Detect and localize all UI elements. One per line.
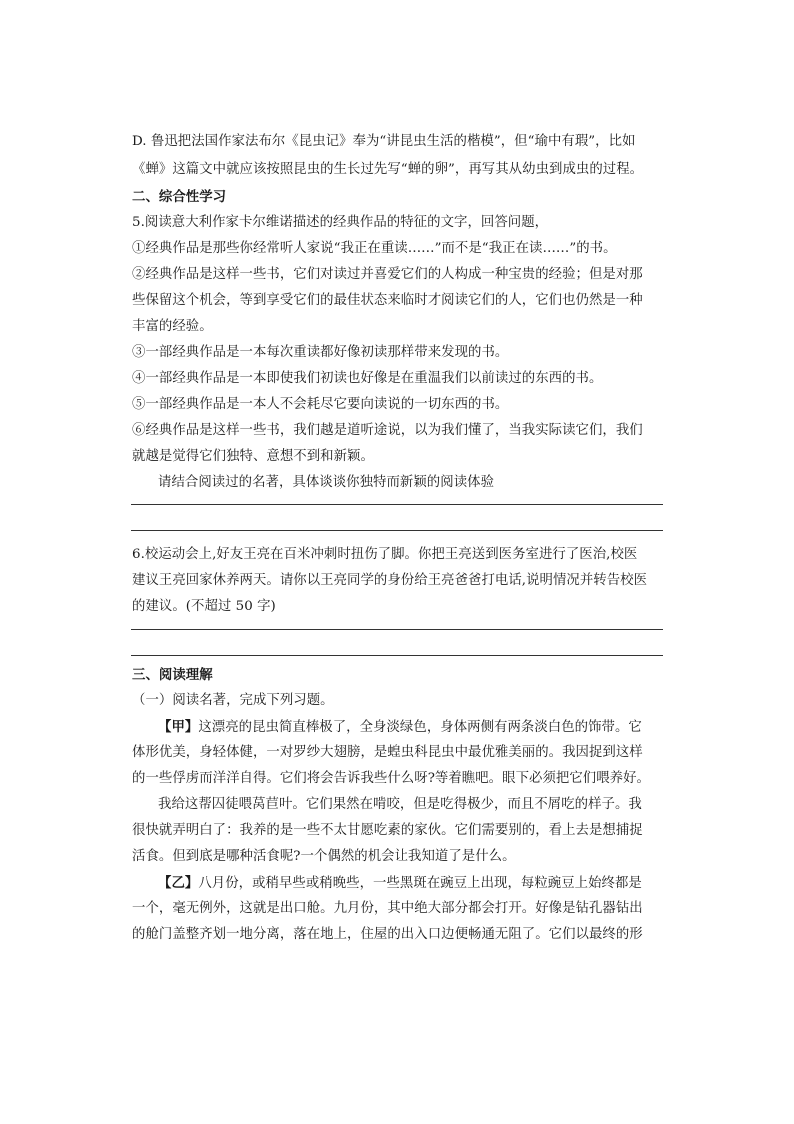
q5-line-1: ①经典作品是那些你经常听人家说“我正在重读……”而不是“我正在读……”的书。: [132, 241, 617, 256]
q6-answer-line-2[interactable]: [131, 655, 663, 656]
q6-line-3: 的建议。(不超过 50 字): [132, 599, 276, 614]
q6-answer-line-1[interactable]: [131, 629, 663, 630]
q5-line-2: ②经典作品是这样一些书，它们对读过并喜爱它们的人构成一种宝贵的经验；但是对那: [132, 267, 643, 282]
q6-line-2: 建议王亮回家休养两天。请你以王亮同学的身份给王亮爸爸打电话,说明情况并转告校医: [132, 573, 648, 588]
jia-paragraph2-line-3: 活食。但到底是哪种活食呢?一个偶然的机会让我知道了是什么。: [132, 849, 516, 864]
q5-line-8: ⑥经典作品是这样一些书，我们越是道听途说，以为我们懂了，当我实际读它们，我们: [132, 423, 643, 438]
q5-line-9: 就越是觉得它们独特、意想不到和新颖。: [132, 449, 374, 464]
jia-paragraph-line-2: 体形优美，身轻体健，一对罗纱大翅膀，是蝗虫科昆虫中最优雅美丽的。我因捉到这样: [132, 745, 643, 760]
q6-line-1: 6.校运动会上,好友王亮在百米冲刺时扭伤了脚。你把王亮送到医务室进行了医治,校医: [132, 547, 638, 562]
yi-first-text: 八月份，或稍早些或稍晚些，一些黑斑在豌豆上出现，每粒豌豆上始终都是: [198, 876, 642, 891]
yi-tag: 【乙】: [158, 875, 199, 891]
jia-paragraph2-line-2: 很快就弄明白了：我养的是一些不太甘愿吃素的家伙。它们需要别的，看上去是想捕捉: [132, 823, 643, 838]
jia-paragraph-line-3: 的一些俘虏而洋洋自得。它们将会告诉我些什么呀?等着瞧吧。眼下必须把它们喂养好。: [132, 771, 650, 786]
q5-stem: 5.阅读意大利作家卡尔维诺描述的经典作品的特征的文字，回答问题，: [132, 215, 549, 230]
q5-line-3: 些保留这个机会，等到享受它们的最佳状态来临时才阅读它们的人，它们也仍然是一种: [132, 293, 643, 308]
section-3-heading: 三、阅读理解: [132, 667, 213, 683]
q5-prompt: 请结合阅读过的名著，具体谈谈你独特而新颖的阅读体验: [158, 475, 495, 490]
q5-line-4: 丰富的经验。: [132, 319, 213, 334]
jia-first-text: 这漂亮的昆虫简直棒极了，全身淡绿色，身体两侧有两条淡白色的饰带。它: [198, 720, 642, 735]
q5-answer-line-1[interactable]: [131, 504, 663, 505]
option-d-line-1: D. 鲁迅把法国作家法布尔《昆虫记》奉为“讲昆虫生活的楷模”，但“瑜中有瑕”，比如: [132, 134, 636, 149]
option-d-line-2: 《蝉》这篇文中就应该按照昆虫的生长过先写“蝉的卵”，再写其从幼虫到成虫的过程。: [132, 162, 644, 177]
q5-line-5: ③一部经典作品是一本每次重读都好像初读那样带来发现的书。: [132, 345, 509, 360]
section-3-sub1: （一）阅读名著，完成下列习题。: [132, 693, 334, 708]
q5-answer-line-2[interactable]: [131, 530, 663, 531]
jia-paragraph2-line-1: 我给这帮囚徒喂莴苣叶。它们果然在啃咬，但是吃得极少，而且不屑吃的样子。我: [158, 797, 642, 812]
yi-paragraph-line-2: 一个，毫无例外，这就是出口舱。九月份，其中绝大部分都会打开。好像是钻孔器钻出: [132, 901, 643, 916]
jia-tag: 【甲】: [158, 719, 199, 735]
q5-line-6: ④一部经典作品是一本即使我们初读也好像是在重温我们以前读过的东西的书。: [132, 371, 603, 386]
yi-paragraph-line-1: [158, 874, 698, 893]
yi-paragraph-line-3: 的舱门盖整齐划一地分离，落在地上，住屋的出入口边便畅通无阻了。它们以最终的形: [132, 927, 643, 942]
jia-paragraph-line-1: [158, 718, 698, 737]
q5-line-7: ⑤一部经典作品是一本人不会耗尽它要向读说的一切东西的书。: [132, 397, 509, 412]
section-2-heading: 二、综合性学习: [132, 189, 227, 205]
